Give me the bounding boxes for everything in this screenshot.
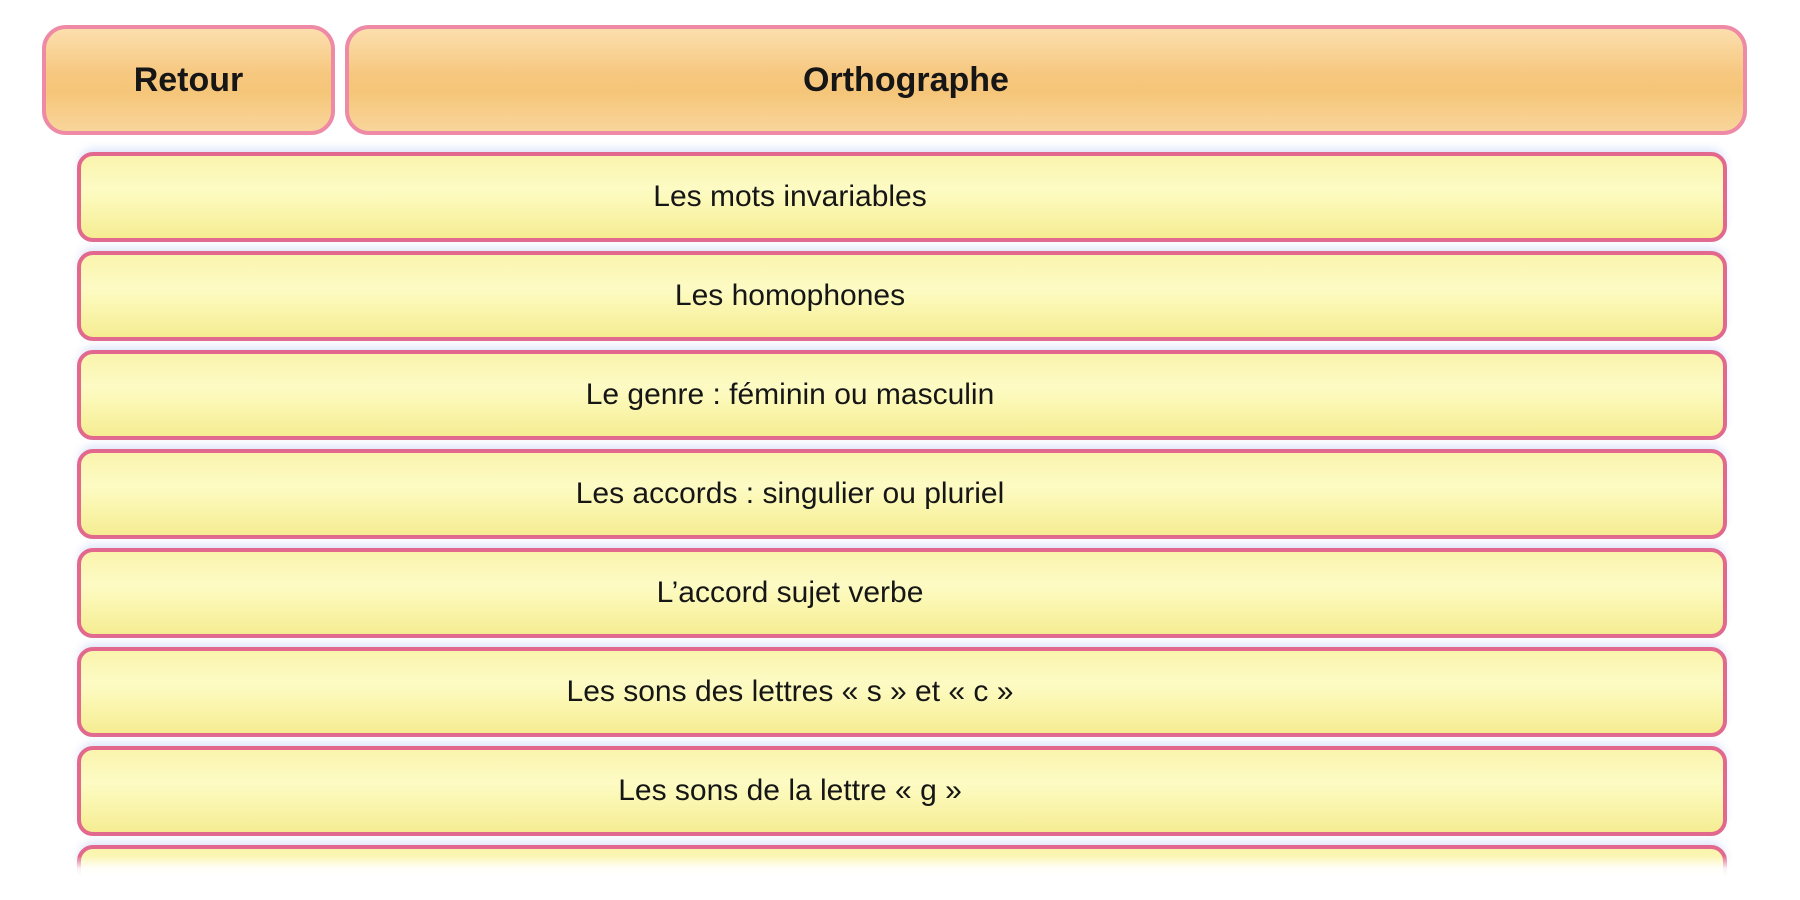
retour-button[interactable]: Retour bbox=[42, 25, 335, 135]
menu-item-les-accords[interactable]: Les accords : singulier ou pluriel bbox=[77, 449, 1727, 539]
menu-item-partial-bottom[interactable] bbox=[77, 845, 1727, 900]
page-title: Orthographe bbox=[803, 60, 1009, 99]
menu-item-les-mots-invariables[interactable]: Les mots invariables bbox=[77, 152, 1727, 242]
menu-item-accord-sujet-verbe[interactable]: L’accord sujet verbe bbox=[77, 548, 1727, 638]
menu-item-les-homophones[interactable]: Les homophones bbox=[77, 251, 1727, 341]
menu-list bbox=[77, 152, 1727, 900]
menu-item-sons-lettre-g[interactable]: Les sons de la lettre « g » bbox=[77, 746, 1727, 836]
menu-item-sons-lettres-s-c[interactable]: Les sons des lettres « s » et « c » bbox=[77, 647, 1727, 737]
header bbox=[0, 25, 1800, 135]
menu-item-le-genre[interactable]: Le genre : féminin ou masculin bbox=[77, 350, 1727, 440]
page-title-bar bbox=[345, 25, 1747, 135]
